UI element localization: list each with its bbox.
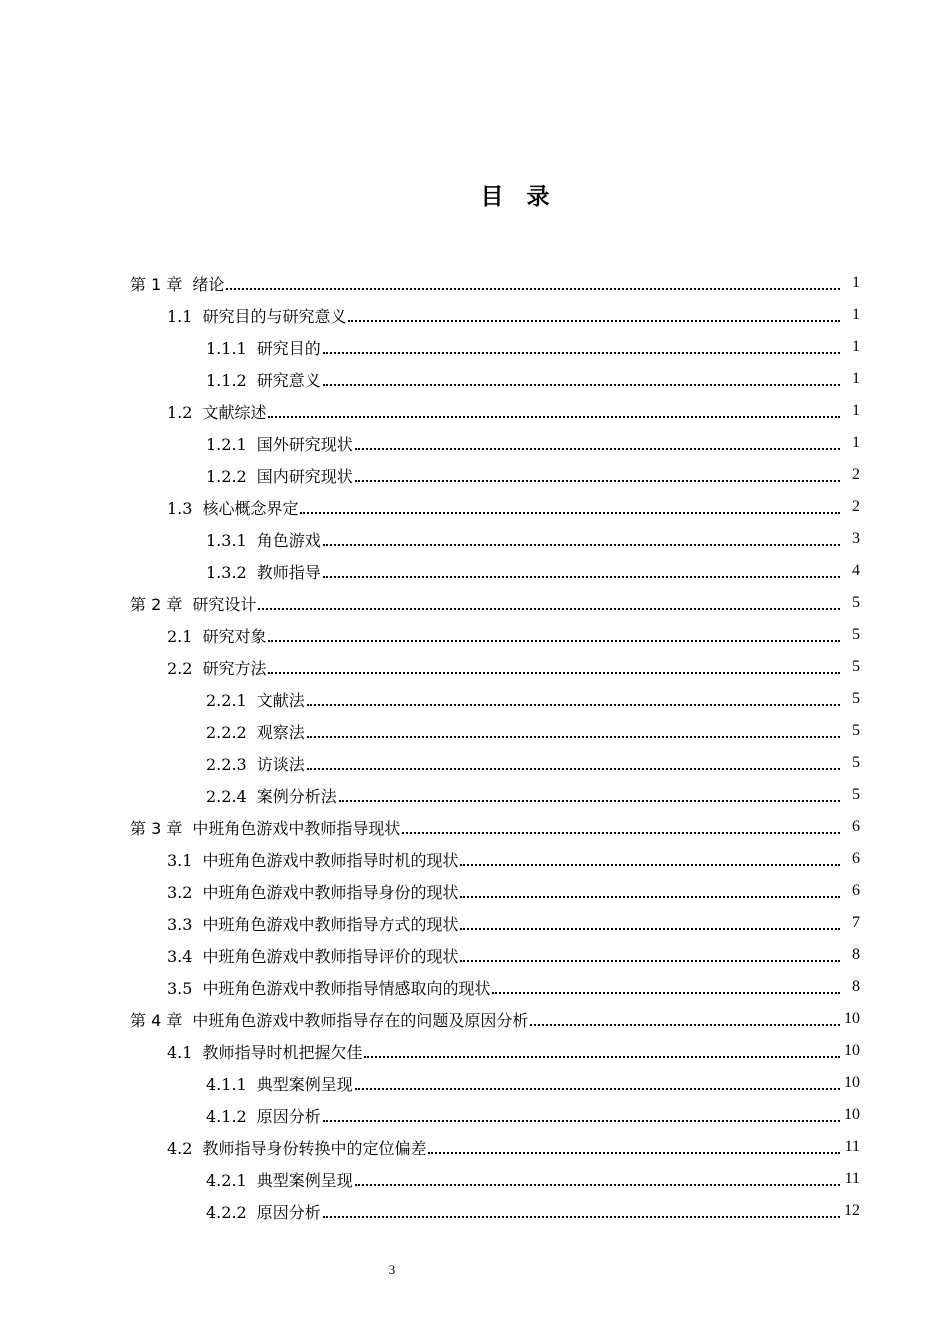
toc-entry-number: 2.2.2 bbox=[206, 722, 247, 742]
toc-entry-label bbox=[206, 688, 305, 711]
dot-leader bbox=[268, 640, 840, 642]
toc-entry-number: 3.1 bbox=[167, 850, 193, 870]
toc-entry-page: 5 bbox=[852, 754, 860, 771]
toc-entry[interactable] bbox=[0, 683, 950, 715]
toc-entry-label bbox=[206, 1168, 353, 1191]
toc-entry-label bbox=[206, 752, 305, 775]
toc-entry-label bbox=[206, 784, 337, 807]
toc-entry-text: 研究方法 bbox=[202, 658, 267, 678]
toc-entry[interactable] bbox=[0, 1067, 950, 1099]
toc-entry-text: 角色游戏 bbox=[256, 530, 321, 550]
toc-entry[interactable] bbox=[0, 299, 950, 331]
dot-leader bbox=[323, 384, 840, 386]
dot-leader bbox=[530, 1024, 840, 1026]
toc-entry-number: 1.2.2 bbox=[206, 466, 247, 486]
dot-leader bbox=[307, 704, 840, 706]
toc-entry-text: 中班角色游戏中教师指导现状 bbox=[192, 818, 401, 838]
dot-leader bbox=[323, 576, 840, 578]
dot-leader bbox=[323, 352, 840, 354]
toc-entry-page: 10 bbox=[844, 1106, 860, 1123]
toc-entry-label bbox=[167, 656, 266, 679]
toc-entry-page: 1 bbox=[852, 274, 860, 291]
toc-entry-number: 4.2.1 bbox=[206, 1170, 247, 1190]
toc-entry-label bbox=[167, 944, 458, 967]
toc-entry-page: 8 bbox=[852, 978, 860, 995]
toc-entry[interactable] bbox=[0, 715, 950, 747]
toc-entry-text: 中班角色游戏中教师指导情感取向的现状 bbox=[202, 978, 491, 998]
toc-entry-text: 中班角色游戏中教师指导时机的现状 bbox=[202, 850, 459, 870]
toc-entry-number: 1.2.1 bbox=[206, 434, 247, 454]
dot-leader bbox=[339, 800, 840, 802]
toc-entry-number: 1.3 bbox=[167, 498, 193, 518]
toc-entry[interactable] bbox=[0, 939, 950, 971]
toc-entry-number: 1.2 bbox=[167, 402, 193, 422]
toc-entry-label bbox=[206, 1072, 353, 1095]
toc-entry-page: 6 bbox=[852, 818, 860, 835]
dot-leader bbox=[428, 1152, 840, 1154]
toc-entry-label bbox=[167, 496, 298, 519]
toc-entry-label bbox=[206, 368, 321, 391]
toc-entry-number: 2.2.3 bbox=[206, 754, 247, 774]
dot-leader bbox=[300, 512, 840, 514]
toc-entry-number: 3.4 bbox=[167, 946, 193, 966]
toc-entry-text: 访谈法 bbox=[256, 754, 305, 774]
toc-entry-text: 中班角色游戏中教师指导方式的现状 bbox=[202, 914, 459, 934]
toc-entry-number: 第 1 章 bbox=[130, 274, 183, 294]
toc-entry-label bbox=[167, 1040, 362, 1063]
toc-entry-label bbox=[130, 272, 224, 295]
toc-entry-label bbox=[167, 400, 266, 423]
toc-entry[interactable] bbox=[0, 1131, 950, 1163]
toc-entry-page: 5 bbox=[852, 626, 860, 643]
toc-list bbox=[0, 267, 950, 1227]
dot-leader bbox=[355, 480, 840, 482]
toc-entry[interactable] bbox=[0, 363, 950, 395]
toc-entry-number: 4.2 bbox=[167, 1138, 193, 1158]
toc-entry-page: 5 bbox=[852, 786, 860, 803]
toc-entry-page: 1 bbox=[852, 434, 860, 451]
toc-entry-text: 典型案例呈现 bbox=[256, 1074, 353, 1094]
toc-entry-text: 研究目的与研究意义 bbox=[202, 306, 347, 326]
toc-entry-label bbox=[206, 432, 353, 455]
toc-entry[interactable] bbox=[0, 587, 950, 619]
dot-leader bbox=[348, 320, 840, 322]
toc-entry[interactable] bbox=[0, 555, 950, 587]
toc-entry-label bbox=[167, 304, 346, 327]
toc-entry-page: 6 bbox=[852, 882, 860, 899]
toc-entry-number: 1.1.1 bbox=[206, 338, 247, 358]
dot-leader bbox=[364, 1056, 840, 1058]
toc-entry[interactable] bbox=[0, 651, 950, 683]
toc-entry[interactable] bbox=[0, 779, 950, 811]
toc-entry-label bbox=[167, 912, 458, 935]
toc-entry-label bbox=[167, 976, 490, 999]
dot-leader bbox=[460, 864, 840, 866]
dot-leader bbox=[355, 1088, 840, 1090]
toc-entry-text: 中班角色游戏中教师指导评价的现状 bbox=[202, 946, 459, 966]
dot-leader bbox=[460, 896, 840, 898]
toc-entry-number: 3.3 bbox=[167, 914, 193, 934]
toc-entry[interactable] bbox=[0, 1035, 950, 1067]
toc-entry-page: 10 bbox=[844, 1010, 860, 1027]
dot-leader bbox=[355, 1184, 840, 1186]
dot-leader bbox=[307, 736, 840, 738]
toc-entry-label bbox=[206, 464, 353, 487]
dot-leader bbox=[355, 448, 840, 450]
toc-entry-page: 12 bbox=[844, 1202, 860, 1219]
toc-entry-page: 6 bbox=[852, 850, 860, 867]
dot-leader bbox=[307, 768, 840, 770]
toc-entry-text: 教师指导时机把握欠佳 bbox=[202, 1042, 363, 1062]
toc-entry-text: 文献综述 bbox=[202, 402, 267, 422]
toc-entry[interactable] bbox=[0, 1195, 950, 1227]
toc-entry-page: 1 bbox=[852, 370, 860, 387]
toc-entry-number: 1.3.1 bbox=[206, 530, 247, 550]
dot-leader bbox=[323, 1216, 840, 1218]
toc-entry-number: 1.1.2 bbox=[206, 370, 247, 390]
page-title: 目 录 bbox=[480, 184, 550, 210]
toc-entry-label bbox=[167, 624, 266, 647]
dot-leader bbox=[226, 288, 840, 290]
toc-entry-page: 11 bbox=[844, 1170, 860, 1187]
dot-leader bbox=[460, 960, 840, 962]
toc-entry-label bbox=[206, 1104, 321, 1127]
dot-leader bbox=[402, 832, 840, 834]
dot-leader bbox=[323, 1120, 840, 1122]
toc-entry-page: 1 bbox=[852, 402, 860, 419]
toc-entry-text: 中班角色游戏中教师指导存在的问题及原因分析 bbox=[192, 1010, 529, 1030]
toc-entry-text: 教师指导身份转换中的定位偏差 bbox=[202, 1138, 427, 1158]
toc-entry-text: 绪论 bbox=[192, 274, 225, 294]
toc-entry-number: 2.2.1 bbox=[206, 690, 247, 710]
toc-entry[interactable] bbox=[0, 1163, 950, 1195]
dot-leader bbox=[258, 608, 840, 610]
toc-entry-page: 2 bbox=[852, 498, 860, 515]
toc-entry-text: 国内研究现状 bbox=[256, 466, 353, 486]
toc-entry-label bbox=[167, 848, 458, 871]
toc-entry-page: 5 bbox=[852, 658, 860, 675]
toc-entry-number: 2.1 bbox=[167, 626, 193, 646]
toc-entry-label bbox=[167, 1136, 426, 1159]
toc-entry[interactable] bbox=[0, 875, 950, 907]
toc-entry[interactable] bbox=[0, 459, 950, 491]
toc-entry-label bbox=[130, 1008, 528, 1031]
toc-entry-label bbox=[206, 528, 321, 551]
toc-entry-label bbox=[206, 560, 321, 583]
toc-entry-number: 1.3.2 bbox=[206, 562, 247, 582]
toc-entry-page: 1 bbox=[852, 306, 860, 323]
toc-entry-page: 4 bbox=[852, 562, 860, 579]
toc-entry-page: 2 bbox=[852, 466, 860, 483]
toc-entry[interactable] bbox=[0, 811, 950, 843]
toc-entry-page: 3 bbox=[852, 530, 860, 547]
toc-entry[interactable] bbox=[0, 1003, 950, 1035]
toc-entry-page: 10 bbox=[844, 1074, 860, 1091]
toc-entry-number: 4.1.2 bbox=[206, 1106, 247, 1126]
dot-leader bbox=[460, 928, 840, 930]
toc-entry-number: 4.2.2 bbox=[206, 1202, 247, 1222]
toc-entry-number: 第 2 章 bbox=[130, 594, 183, 614]
toc-entry-number: 2.2.4 bbox=[206, 786, 247, 806]
toc-entry-label bbox=[206, 336, 321, 359]
toc-entry-text: 研究对象 bbox=[202, 626, 267, 646]
toc-entry[interactable] bbox=[0, 331, 950, 363]
toc-entry-number: 2.2 bbox=[167, 658, 193, 678]
toc-entry[interactable] bbox=[0, 267, 950, 299]
toc-entry-text: 案例分析法 bbox=[256, 786, 337, 806]
toc-entry-text: 研究设计 bbox=[192, 594, 257, 614]
toc-entry-number: 第 4 章 bbox=[130, 1010, 183, 1030]
dot-leader bbox=[268, 416, 840, 418]
toc-entry[interactable] bbox=[0, 971, 950, 1003]
dot-leader bbox=[323, 544, 840, 546]
toc-entry-text: 典型案例呈现 bbox=[256, 1170, 353, 1190]
toc-entry-label bbox=[130, 592, 256, 615]
toc-entry-text: 研究目的 bbox=[256, 338, 321, 358]
toc-entry-text: 原因分析 bbox=[256, 1202, 321, 1222]
toc-entry-text: 核心概念界定 bbox=[202, 498, 299, 518]
toc-entry-text: 教师指导 bbox=[256, 562, 321, 582]
toc-entry-page: 5 bbox=[852, 594, 860, 611]
toc-entry-text: 观察法 bbox=[256, 722, 305, 742]
toc-entry-number: 1.1 bbox=[167, 306, 193, 326]
toc-entry-number: 4.1.1 bbox=[206, 1074, 247, 1094]
toc-entry[interactable] bbox=[0, 427, 950, 459]
toc-entry-label bbox=[167, 880, 458, 903]
toc-entry-number: 第 3 章 bbox=[130, 818, 183, 838]
toc-entry[interactable] bbox=[0, 395, 950, 427]
page-number: 3 bbox=[388, 1262, 396, 1277]
toc-entry[interactable] bbox=[0, 907, 950, 939]
toc-entry-page: 10 bbox=[844, 1042, 860, 1059]
toc-entry-page: 1 bbox=[852, 338, 860, 355]
toc-entry[interactable] bbox=[0, 619, 950, 651]
toc-entry-number: 4.1 bbox=[167, 1042, 193, 1062]
toc-entry-label bbox=[130, 816, 400, 839]
toc-entry[interactable] bbox=[0, 491, 950, 523]
toc-entry-label bbox=[206, 1200, 321, 1223]
toc-entry[interactable] bbox=[0, 843, 950, 875]
toc-entry-text: 原因分析 bbox=[256, 1106, 321, 1126]
toc-entry-page: 7 bbox=[852, 914, 860, 931]
toc-entry-page: 8 bbox=[852, 946, 860, 963]
toc-entry-page: 5 bbox=[852, 690, 860, 707]
dot-leader bbox=[492, 992, 840, 994]
toc-entry-page: 5 bbox=[852, 722, 860, 739]
toc-entry[interactable] bbox=[0, 747, 950, 779]
toc-entry-text: 研究意义 bbox=[256, 370, 321, 390]
toc-entry[interactable] bbox=[0, 523, 950, 555]
toc-entry[interactable] bbox=[0, 1099, 950, 1131]
dot-leader bbox=[268, 672, 840, 674]
toc-entry-number: 3.5 bbox=[167, 978, 193, 998]
toc-entry-page: 11 bbox=[844, 1138, 860, 1155]
toc-entry-number: 3.2 bbox=[167, 882, 193, 902]
toc-entry-text: 中班角色游戏中教师指导身份的现状 bbox=[202, 882, 459, 902]
toc-entry-label bbox=[206, 720, 305, 743]
toc-entry-text: 文献法 bbox=[256, 690, 305, 710]
toc-entry-text: 国外研究现状 bbox=[256, 434, 353, 454]
